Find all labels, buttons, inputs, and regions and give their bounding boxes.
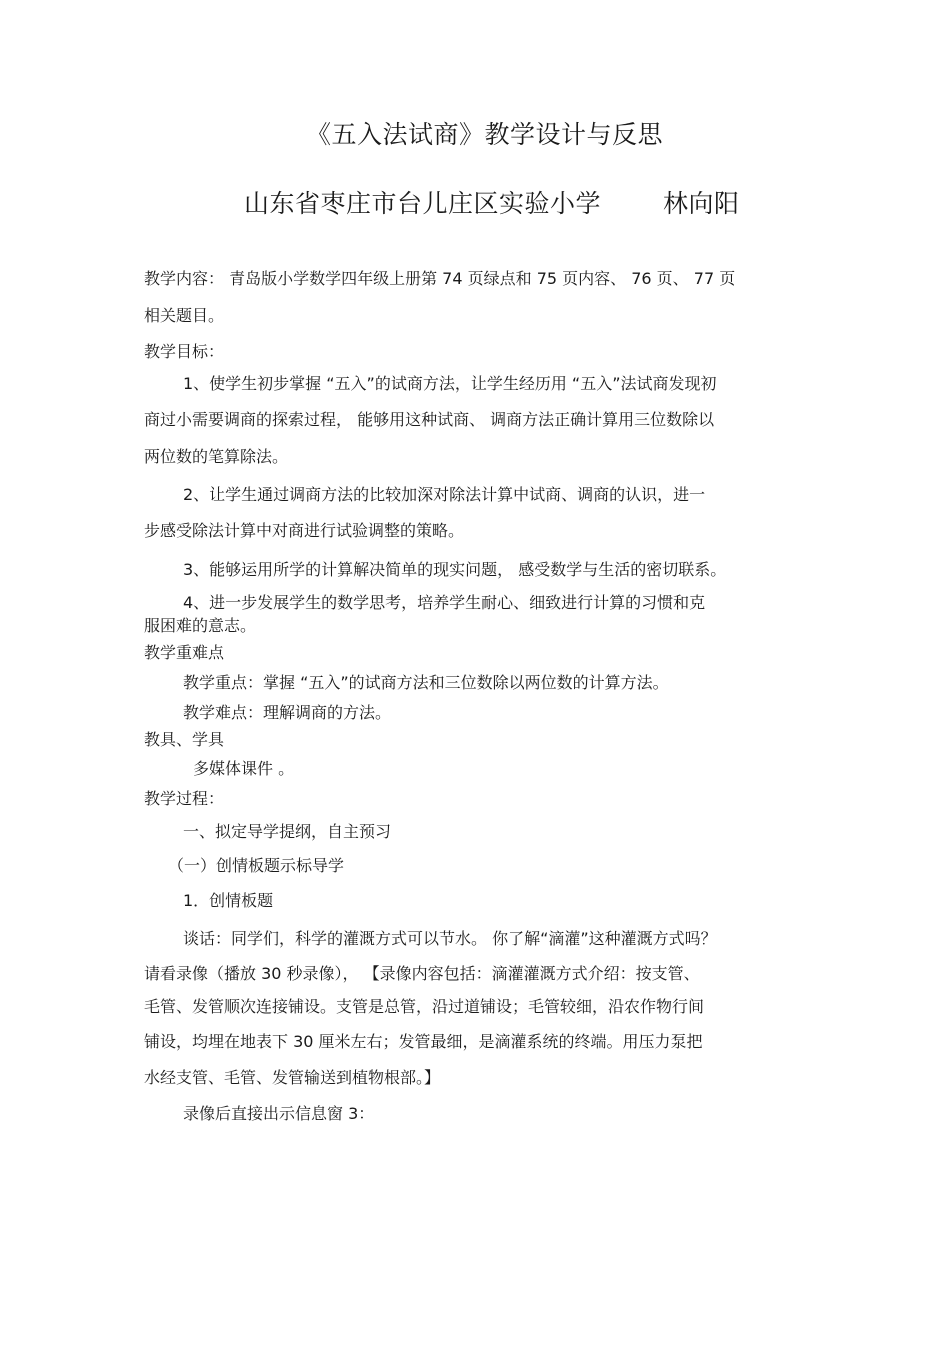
key-point: 教学重点：掌握 “五入”的试商方法和三位数除以两位数的计算方法。	[183, 673, 669, 692]
document-title: 《五入法试商》教学设计与反思	[306, 120, 664, 149]
dialogue-line-3: 毛管、发管顺次连接铺设。支管是总管，沿过道铺设；毛管较细，沿农作物行间	[144, 997, 705, 1016]
teaching-content-line-2: 相关题目。	[144, 306, 225, 325]
dialogue-line-2: 请看录像（播放 30 秒录像）， 【录像内容包括：滴灌灌溉方式介绍：按支管、	[144, 964, 700, 983]
process-item-1: 1．创情板题	[183, 891, 274, 910]
goal-3: 3、能够运用所学的计算解决简单的现实问题， 感受数学与生活的密切联系。	[183, 560, 727, 579]
goal-4-line-2: 服困难的意志。	[144, 616, 257, 635]
goal-2-line-2: 步感受除法计算中对商进行试验调整的策略。	[144, 521, 465, 540]
goal-1-line-3: 两位数的笔算除法。	[144, 447, 289, 466]
dialogue-line-5: 水经支管、毛管、发管输送到植物根部。】	[144, 1068, 441, 1087]
goal-4-line-1: 4、进一步发展学生的数学思考，培养学生耐心、细致进行计算的习惯和克	[183, 593, 706, 612]
dialogue-line-1: 谈话：同学们，科学的灌溉方式可以节水。 你了解“滴灌”这种灌溉方式吗？	[183, 929, 717, 948]
teaching-aids-heading: 教具、学具	[144, 730, 225, 749]
goal-1-line-1: 1、使学生初步掌握 “五入”的试商方法，让学生经历用 “五入”法试商发现初	[183, 374, 717, 393]
author-name: 林向阳	[663, 189, 740, 218]
teaching-process-heading: 教学过程：	[144, 789, 225, 808]
goal-2-line-1: 2、让学生通过调商方法的比较加深对除法计算中试商、调商的认识，进一	[183, 485, 706, 504]
key-difficult-points-heading: 教学重难点	[144, 643, 225, 662]
after-video-line: 录像后直接出示信息窗 3：	[183, 1104, 375, 1123]
difficult-point: 教学难点：理解调商的方法。	[183, 703, 392, 722]
teaching-aids: 多媒体课件 。	[193, 759, 295, 778]
process-step-1: 一、拟定导学提纲，自主预习	[183, 822, 392, 841]
teaching-content-line-1: 教学内容： 青岛版小学数学四年级上册第 74 页绿点和 75 页内容、 76 页、 77 页	[144, 269, 736, 288]
dialogue-line-4: 铺设，均埋在地表下 30 厘米左右；发管最细，是滴灌系统的终端。用压力泵把	[144, 1032, 703, 1051]
goal-1-line-2: 商过小需要调商的探索过程， 能够用这种试商、 调商方法正确计算用三位数除以	[144, 410, 715, 429]
teaching-goals-heading: 教学目标：	[144, 342, 225, 361]
process-substep-1: （一）创情板题示标导学	[168, 856, 345, 875]
author-school: 山东省枣庄市台儿庄区实验小学	[244, 189, 602, 218]
